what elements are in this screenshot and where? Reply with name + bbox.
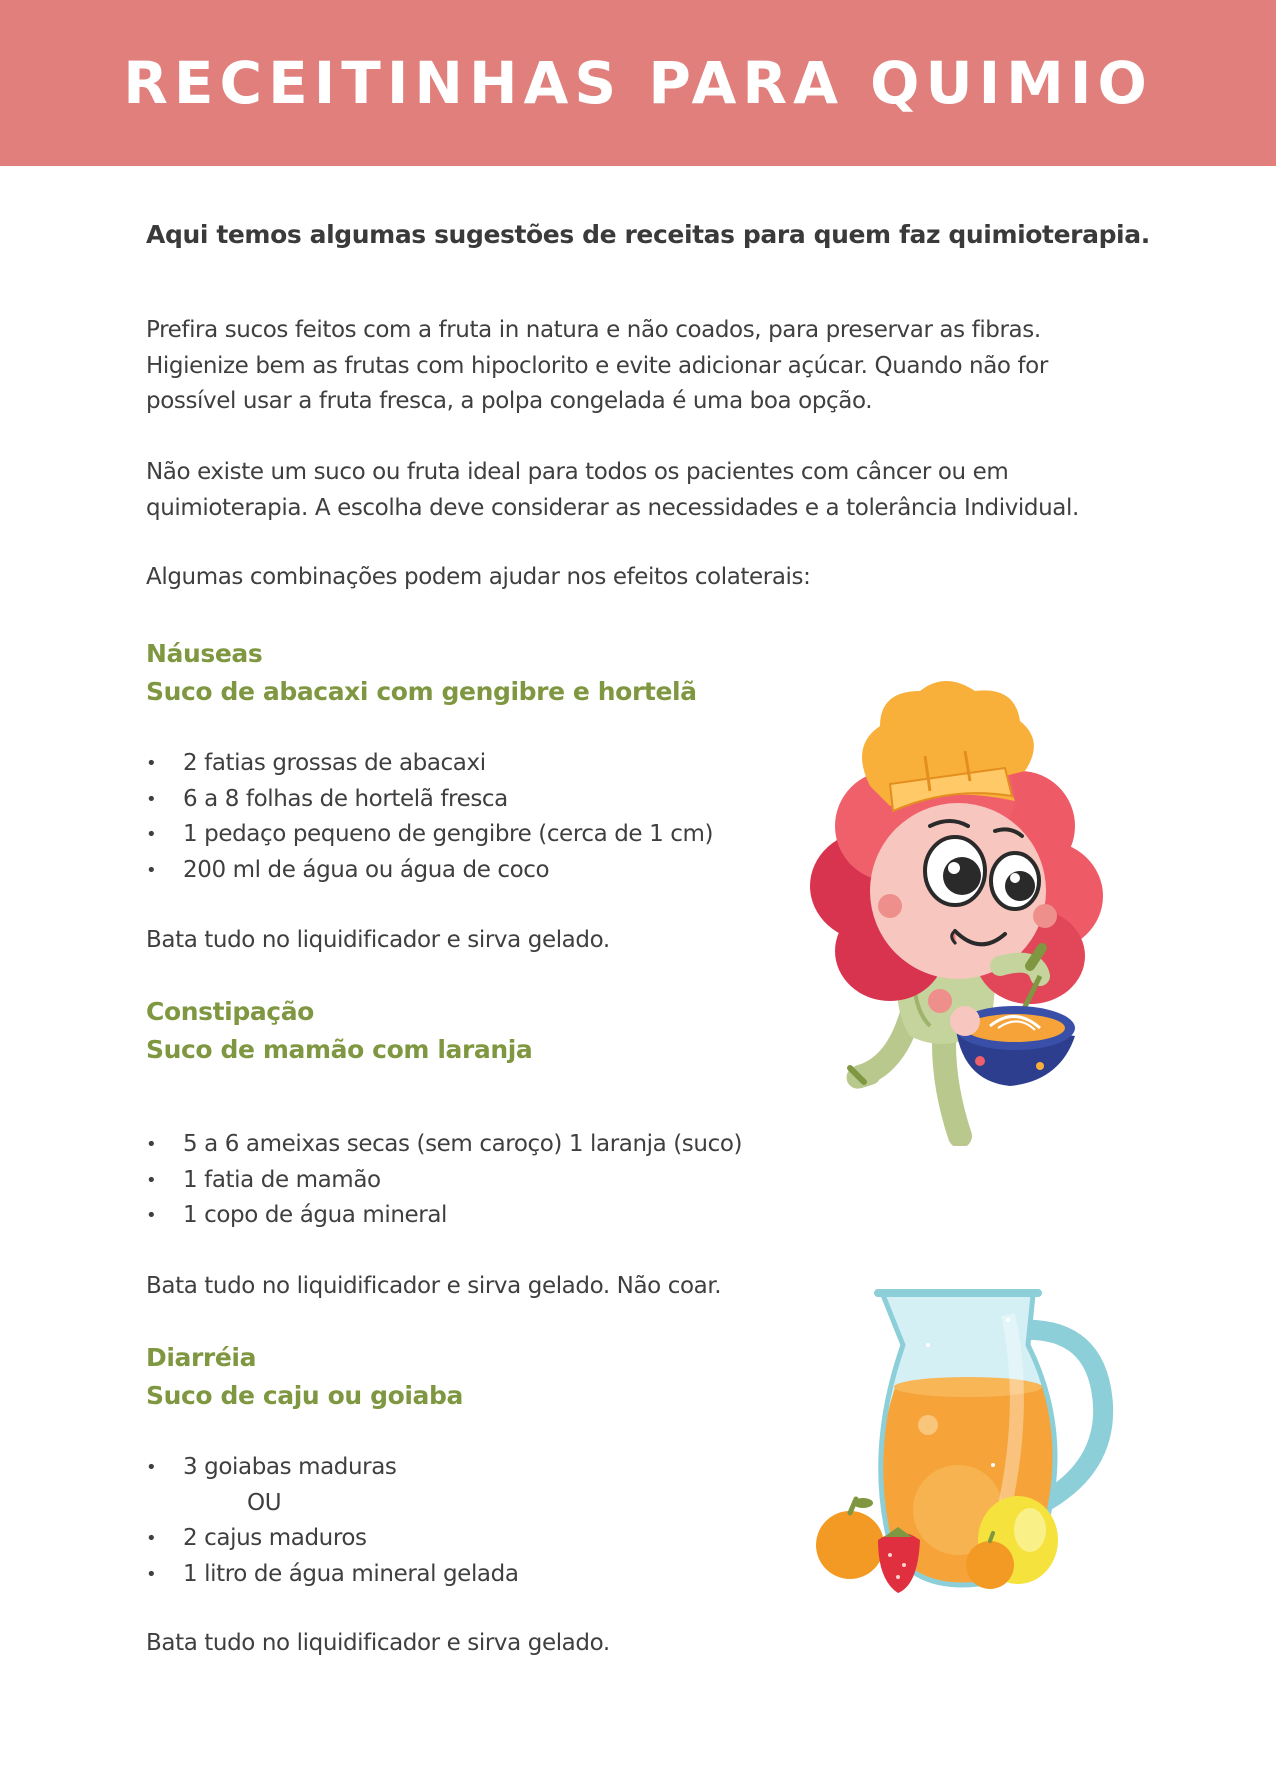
intro-text: Aqui temos algumas sugestões de receitas para quem faz quimioterapia. <box>146 220 1150 249</box>
paragraph-combinations: Algumas combinações podem ajudar nos efeitos colaterais: <box>146 564 811 590</box>
instructions-constipacao: Bata tudo no liquidificador e sirva gelado. Não coar. <box>146 1273 722 1299</box>
paragraph-fruit-tips: Prefira sucos feitos com a fruta in natura e não coados, para preservar as fibras. Higienize bem as frutas com hipoclorito e evite adicionar açúcar. Quando não for possível usar a fruta fresca, a polpa congelada é uma boa opção. <box>146 317 1048 414</box>
list-item: • 1 litro de água mineral gelada <box>146 1557 519 1593</box>
list-item-or: OU <box>247 1489 282 1516</box>
instructions-nauseas: Bata tudo no liquidificador e sirva gelado. <box>146 927 610 953</box>
ingredients-list-constipacao <box>146 1127 742 1234</box>
list-item: • 3 goiabas maduras <box>146 1450 519 1486</box>
section-diarreia-recipe: Suco de caju ou goiaba <box>146 1381 463 1410</box>
page-title: RECEITINHAS PARA QUIMIO <box>123 49 1153 117</box>
ingredients-list-diarreia <box>146 1450 519 1592</box>
list-item: • 1 copo de água mineral <box>146 1198 742 1234</box>
section-nauseas-title: Náuseas <box>146 639 263 668</box>
list-item: • 2 cajus maduros <box>146 1521 519 1557</box>
ingredients-list-nauseas <box>146 746 713 888</box>
list-item: • 6 a 8 folhas de hortelã fresca <box>146 782 713 818</box>
page-header <box>0 0 1276 166</box>
paragraph-no-ideal-juice: Não existe um suco ou fruta ideal para todos os pacientes com câncer ou em quimioterapia. A escolha deve considerar as necessidades e a tolerância Individual. <box>146 459 1079 521</box>
section-constipacao-recipe: Suco de mamão com laranja <box>146 1035 533 1064</box>
instructions-diarreia: Bata tudo no liquidificador e sirva gelado. <box>146 1630 610 1656</box>
section-constipacao-title: Constipação <box>146 997 314 1026</box>
list-item: • 1 pedaço pequeno de gengibre (cerca de 1 cm) <box>146 817 713 853</box>
section-nauseas-recipe: Suco de abacaxi com gengibre e hortelã <box>146 677 697 706</box>
list-item: • 5 a 6 ameixas secas (sem caroço) 1 laranja (suco) <box>146 1127 742 1163</box>
list-item: • 1 fatia de mamão <box>146 1163 742 1199</box>
list-item: • 200 ml de água ou água de coco <box>146 853 713 889</box>
section-diarreia-title: Diarréia <box>146 1343 257 1372</box>
list-item: • 2 fatias grossas de abacaxi <box>146 746 713 782</box>
chef-flower-mascot-illustration <box>790 676 1120 1146</box>
juice-pitcher-illustration <box>808 1285 1138 1615</box>
